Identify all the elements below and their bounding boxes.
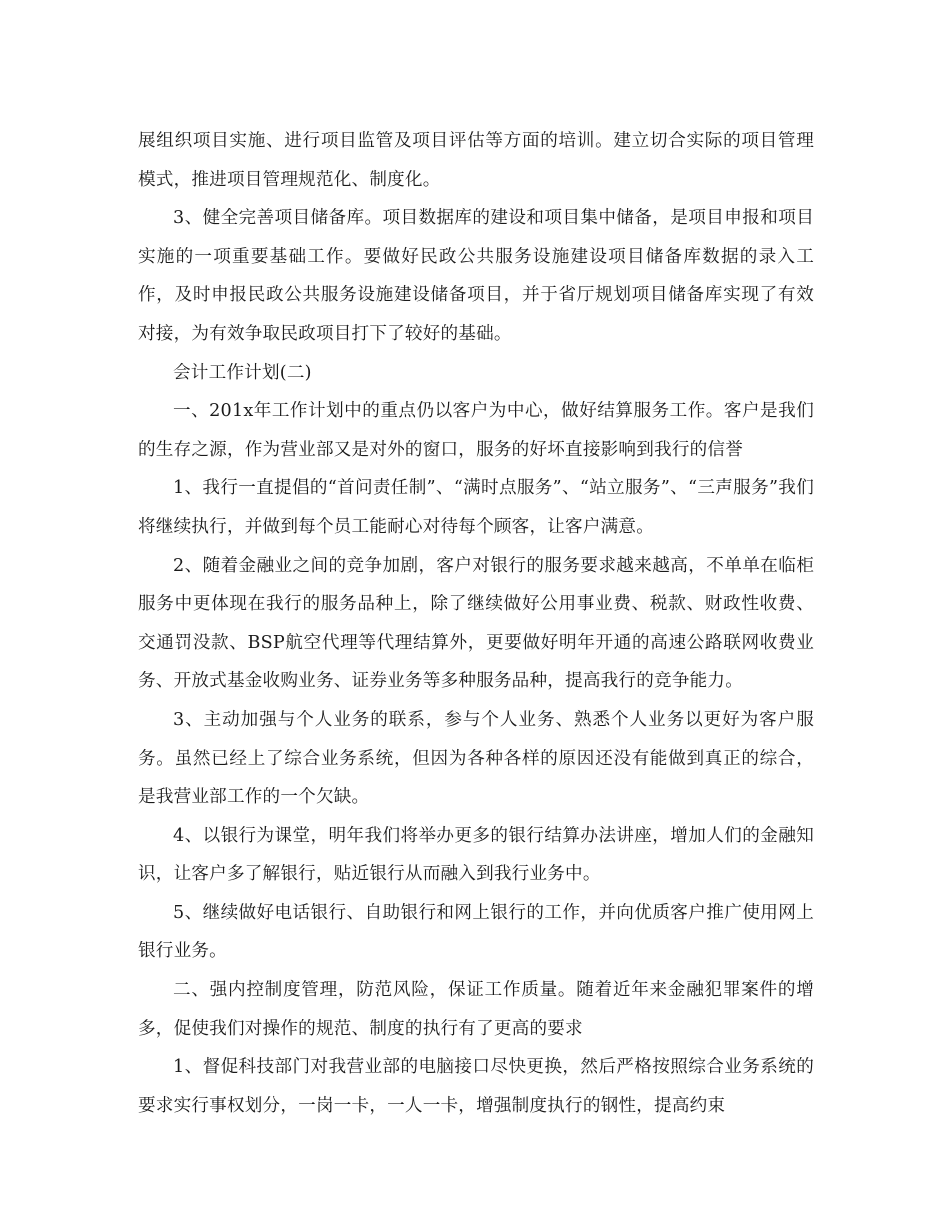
paragraph-item-4-lectures: 4、以银行为课堂，明年我们将举办更多的银行结算办法讲座，增加人们的金融知识，让客户多了解银行，贴近银行从而融入到我行业务中。 xyxy=(138,825,814,885)
paragraph-item-1-tech-department: 1、督促科技部门对我营业部的电脑接口尽快更换，然后严格按照综合业务系统的要求实行事权划分，一岗一卡，一人一卡，增强制度执行的钢性，提高约束 xyxy=(138,1057,814,1116)
paragraph-item-1-service: 1、我行一直提倡的“首问责任制”、“满时点服务”、“站立服务”、“三声服务”我们将继续执行，并做到每个员工能耐心对待每个顾客，让客户满意。 xyxy=(138,478,814,537)
paragraph-item-3-project-reserve: 3、健全完善项目储备库。项目数据库的建设和项目集中储备，是项目申报和项目实施的一项重要基础工作。要做好民政公共服务设施建设项目储备库数据的录入工作，及时申报民政公共服务设施建设储备项目，并于省厅规划项目储备库实现了有效对接，为有效争取民政项目打下了较好的基础。 xyxy=(138,208,814,344)
paragraph-item-3-personal-business: 3、主动加强与个人业务的联系，参与个人业务、熟悉个人业务以更好为客户服务。虽然已经上了综合业务系统，但因为各种各样的原因还没有能做到真正的综合，是我营业部工作的一个欠缺。 xyxy=(138,709,814,808)
paragraph-item-5-e-banking: 5、继续做好电话银行、自助银行和网上银行的工作，并向优质客户推广使用网上银行业务。 xyxy=(138,902,814,962)
section-heading-accounting-plan: 会计工作计划(二) xyxy=(173,362,312,383)
document-body xyxy=(138,122,814,1125)
paragraph-item-2-competition: 2、随着金融业之间的竞争加剧，客户对银行的服务要求越来越高，不单单在临柜服务中更体现在我行的服务品种上，除了继续做好公用事业费、税款、财政性收费、交通罚没款、BSP航空代理等代理结算外，更要做好明年开通的高速公路联网收费业务、开放式基金收购业务、证券业务等多种服务品种，提高我行的竞争能力。 xyxy=(138,555,814,692)
paragraph-continuation: 展组织项目实施、进行项目监管及项目评估等方面的培训。建立切合实际的项目管理模式，推进项目管理规范化、制度化。 xyxy=(138,131,814,190)
paragraph-part-1-customer-focus: 一、201x年工作计划中的重点仍以客户为中心，做好结算服务工作。客户是我们的生存之源，作为营业部又是对外的窗口，服务的好坏直接影响到我行的信誉 xyxy=(138,401,814,460)
paragraph-part-2-internal-control: 二、强内控制度管理，防范风险，保证工作质量。随着近年来金融犯罪案件的增多，促使我们对操作的规范、制度的执行有了更高的要求 xyxy=(138,980,814,1039)
